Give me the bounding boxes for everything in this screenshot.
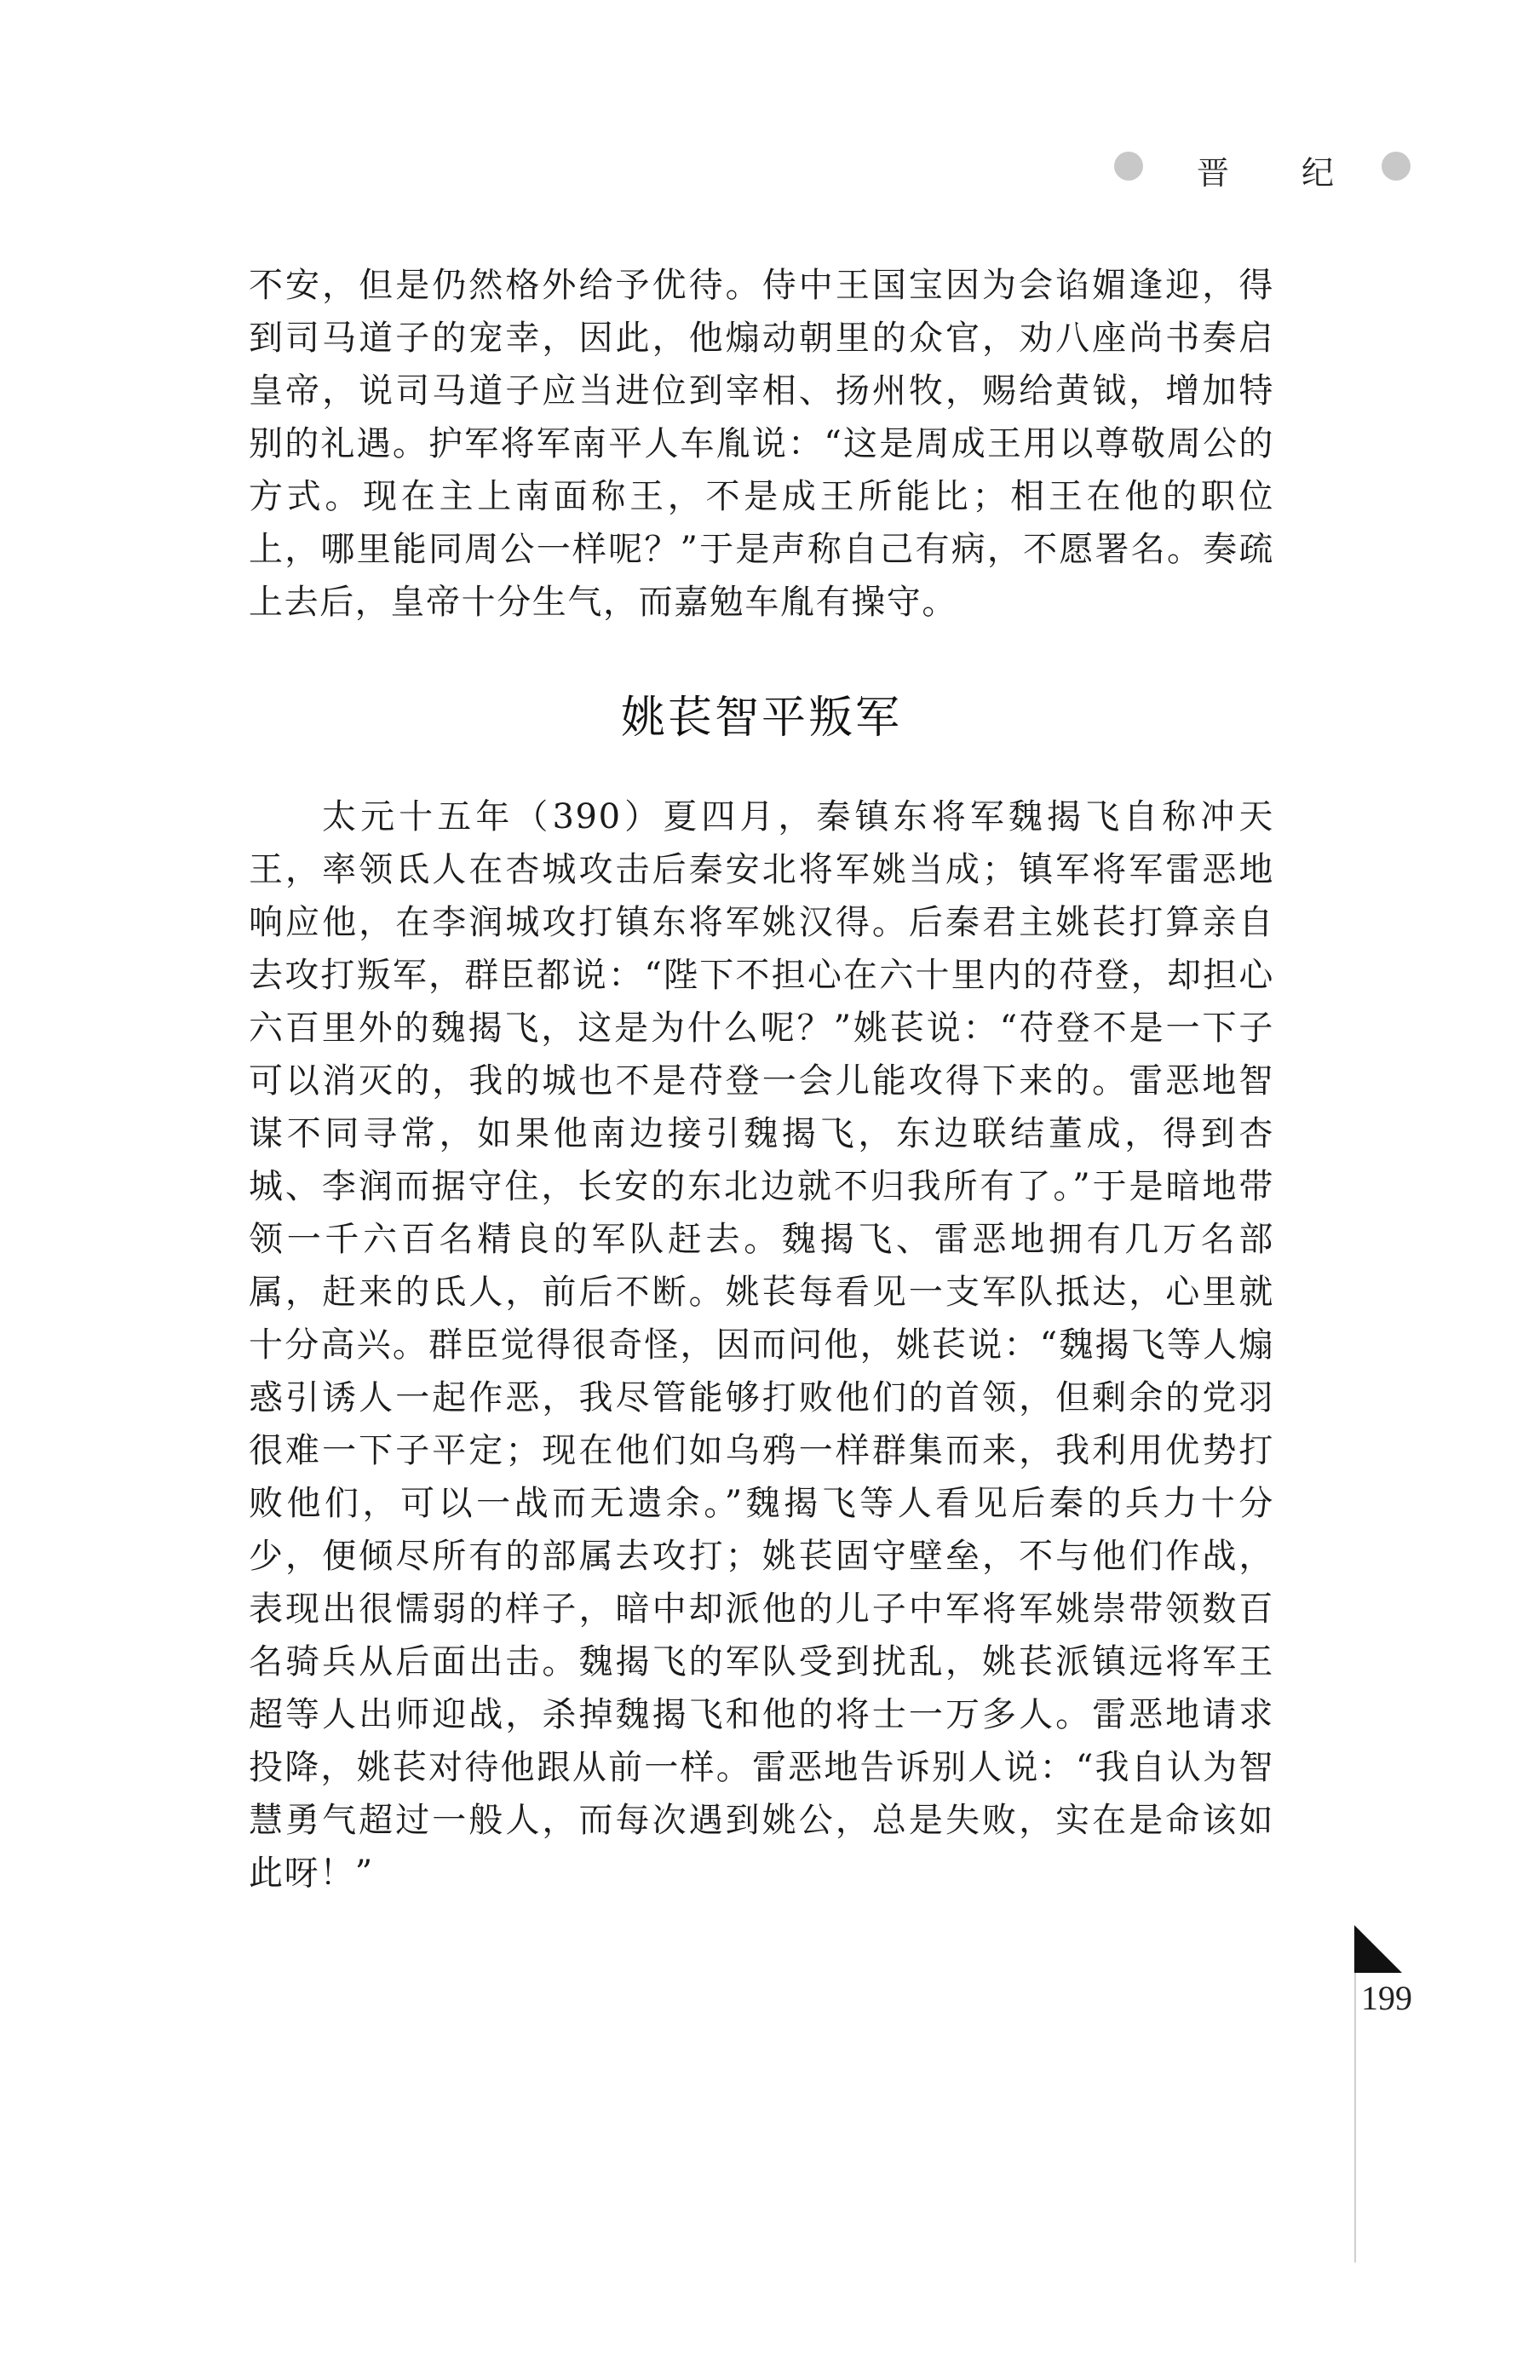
continued-paragraph <box>249 259 1274 629</box>
margin-rule <box>1354 1973 1356 2262</box>
running-head-char-1: 晋 <box>1197 154 1230 192</box>
section-title: 姚苌智平叛军 <box>620 693 902 744</box>
main-paragraph <box>249 790 1274 1900</box>
paragraph-text: 太元十五年（390）夏四月，秦镇东将军魏揭飞自称冲天王，率领氐人在杏城攻击后秦安北将军姚当成；镇军将军雷恶地响应他，在李润城攻打镇东将军姚汉得。后秦君主姚苌打算亲自去攻打叛军，群臣都说：“陛下不担心在六十里内的苻登，却担心六百里外的魏揭飞，这是为什么呢？”姚苌说：“苻登不是一下子可以消灭的，我的城也不是苻登一会儿能攻得下来的。雷恶地智谋不同寻常，如果他南边接引魏揭飞，东边联结董成，得到杏城、李润而据守住，长安的东北边就不归我所有了。”于是暗地带领一千六百名精良的军队赶去。魏揭飞、雷恶地拥有几万名部属，赶来的氐人，前后不断。姚苌每看见一支军队抵达，心里就十分高兴。群臣觉得很奇怪，因而问他，姚苌说：“魏揭飞等人煽惑引诱人一起作恶，我尽管能够打败他们的首领，但剩余的党羽很难一下子平定；现在他们如乌鸦一样群集而来，我利用优势打败他们，可以一战而无遗余。”魏揭飞等人看见后秦的兵力十分少，便倾尽所有的部属去攻打；姚苌固守壁垒，不与他们作战，表现出很懦弱的样子，暗中却派他的儿子中军将军姚崇带领数百名骑兵从后面出击。魏揭飞的军队受到扰乱，姚苌派镇远将军王超等人出师迎战，杀掉魏揭飞和他的将士一万多人。雷恶地请求投降，姚苌对待他跟从前一样。雷恶地告诉别人说：“我自认为智慧勇气超过一般人，而每次遇到姚公，总是失败，实在是命该如此呀！” <box>249 797 1274 1893</box>
decorative-dot-icon <box>1382 152 1411 181</box>
page-number: 199 <box>1361 1979 1412 2017</box>
paragraph-text: 不安，但是仍然格外给予优待。侍中王国宝因为会谄媚逢迎，得到司马道子的宠幸，因此，他煽动朝里的众官，劝八座尚书奏启皇帝，说司马道子应当进位到宰相、扬州牧，赐给黄钺，增加特别的礼遇。护军将军南平人车胤说：“这是周成王用以尊敬周公的方式。现在主上南面称王，不是成王所能比；相王在他的职位上，哪里能同周公一样呢？”于是声称自己有病，不愿署名。奏疏上去后，皇帝十分生气，而嘉勉车胤有操守。 <box>249 266 1274 622</box>
running-head-char-2: 纪 <box>1302 154 1335 192</box>
running-head <box>1107 147 1422 192</box>
decorative-dot-icon <box>1114 152 1143 181</box>
corner-triangle-icon <box>1354 1925 1402 1973</box>
